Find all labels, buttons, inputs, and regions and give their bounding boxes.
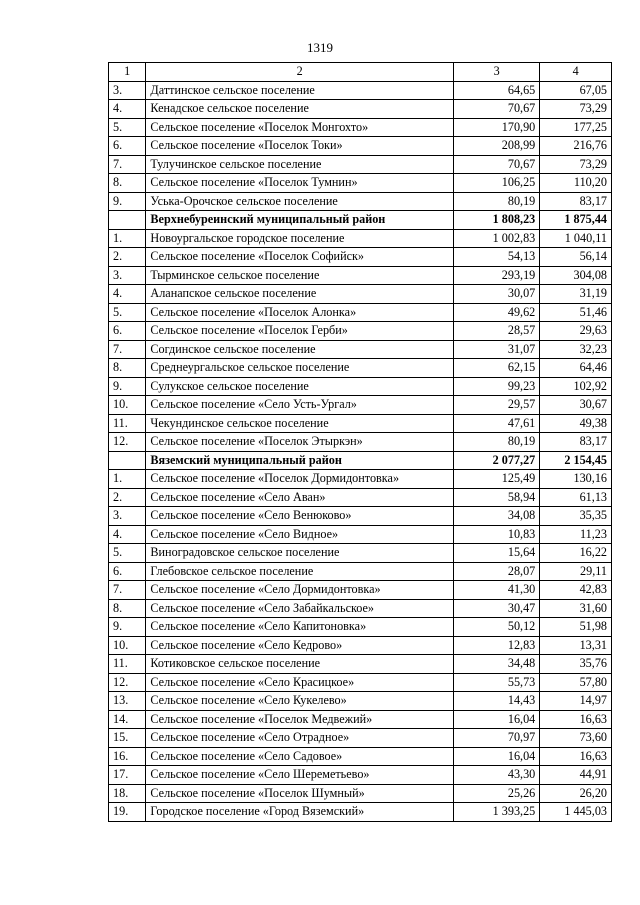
value-col-3: 55,73	[454, 673, 540, 692]
header-col-4: 4	[540, 63, 612, 82]
value-col-3: 125,49	[454, 470, 540, 489]
value-col-3: 58,94	[454, 488, 540, 507]
value-col-4: 35,35	[540, 507, 612, 526]
settlement-name: Уська-Орочское сельское поселение	[146, 192, 454, 211]
settlement-name: Кенадское сельское поселение	[146, 100, 454, 119]
settlement-name: Даттинское сельское поселение	[146, 81, 454, 100]
table-row	[109, 396, 612, 415]
settlement-name: Сельское поселение «Село Отрадное»	[146, 729, 454, 748]
header-col-3: 3	[454, 63, 540, 82]
value-col-3: 2 077,27	[454, 451, 540, 470]
value-col-4: 304,08	[540, 266, 612, 285]
value-col-4: 102,92	[540, 377, 612, 396]
table-row	[109, 636, 612, 655]
table-row	[109, 118, 612, 137]
table-row	[109, 414, 612, 433]
value-col-4: 73,29	[540, 155, 612, 174]
value-col-4: 1 875,44	[540, 211, 612, 230]
value-col-4: 57,80	[540, 673, 612, 692]
value-col-4: 56,14	[540, 248, 612, 267]
settlement-name: Аланапское сельское поселение	[146, 285, 454, 304]
settlement-name: Сельское поселение «Село Усть-Ургал»	[146, 396, 454, 415]
value-col-4: 51,98	[540, 618, 612, 637]
settlement-name: Сельское поселение «Село Видное»	[146, 525, 454, 544]
table-row	[109, 100, 612, 119]
value-col-4: 61,13	[540, 488, 612, 507]
row-number: 14.	[109, 710, 146, 729]
value-col-4: 31,19	[540, 285, 612, 304]
value-col-3: 31,07	[454, 340, 540, 359]
table-header-row	[109, 63, 612, 82]
row-number: 9.	[109, 192, 146, 211]
value-col-3: 293,19	[454, 266, 540, 285]
table-row	[109, 544, 612, 563]
value-col-4: 67,05	[540, 81, 612, 100]
settlement-name: Сельское поселение «Село Кедрово»	[146, 636, 454, 655]
value-col-3: 64,65	[454, 81, 540, 100]
row-number: 16.	[109, 747, 146, 766]
page-number: 1319	[307, 40, 333, 55]
table-row	[109, 359, 612, 378]
settlement-name: Сельское поселение «Село Красицкое»	[146, 673, 454, 692]
value-col-3: 41,30	[454, 581, 540, 600]
value-col-4: 1 445,03	[540, 803, 612, 822]
value-col-4: 2 154,45	[540, 451, 612, 470]
value-col-4: 73,60	[540, 729, 612, 748]
value-col-3: 14,43	[454, 692, 540, 711]
table-row	[109, 266, 612, 285]
value-col-4: 26,20	[540, 784, 612, 803]
value-col-3: 1 002,83	[454, 229, 540, 248]
table-row	[109, 322, 612, 341]
value-col-3: 62,15	[454, 359, 540, 378]
row-number: 5.	[109, 544, 146, 563]
value-col-3: 106,25	[454, 174, 540, 193]
row-number: 13.	[109, 692, 146, 711]
value-col-4: 42,83	[540, 581, 612, 600]
table-row	[109, 488, 612, 507]
row-number: 3.	[109, 266, 146, 285]
row-number: 2.	[109, 248, 146, 267]
table-row	[109, 655, 612, 674]
row-number	[109, 211, 146, 230]
settlements-table	[108, 62, 612, 822]
row-number: 2.	[109, 488, 146, 507]
value-col-3: 29,57	[454, 396, 540, 415]
settlement-name: Сулукское сельское поселение	[146, 377, 454, 396]
table-row	[109, 618, 612, 637]
settlement-name: Сельское поселение «Поселок Медвежий»	[146, 710, 454, 729]
table-row	[109, 192, 612, 211]
row-number: 5.	[109, 303, 146, 322]
row-number: 10.	[109, 396, 146, 415]
value-col-4: 110,20	[540, 174, 612, 193]
value-col-4: 13,31	[540, 636, 612, 655]
value-col-3: 70,97	[454, 729, 540, 748]
table-row	[109, 303, 612, 322]
table-row	[109, 470, 612, 489]
settlement-name: Вяземский муниципальный район	[146, 451, 454, 470]
row-number: 1.	[109, 229, 146, 248]
row-number: 8.	[109, 599, 146, 618]
settlement-name: Среднеургальское сельское поселение	[146, 359, 454, 378]
table-row	[109, 229, 612, 248]
value-col-4: 83,17	[540, 192, 612, 211]
value-col-4: 51,46	[540, 303, 612, 322]
table-row	[109, 377, 612, 396]
district-total-row	[109, 451, 612, 470]
row-number: 11.	[109, 414, 146, 433]
row-number: 8.	[109, 359, 146, 378]
settlement-name: Сельское поселение «Село Шереметьево»	[146, 766, 454, 785]
table-row	[109, 137, 612, 156]
value-col-4: 49,38	[540, 414, 612, 433]
table-row	[109, 729, 612, 748]
value-col-4: 32,23	[540, 340, 612, 359]
value-col-4: 29,63	[540, 322, 612, 341]
value-col-3: 10,83	[454, 525, 540, 544]
table-row	[109, 710, 612, 729]
settlement-name: Сельское поселение «Село Капитоновка»	[146, 618, 454, 637]
value-col-3: 25,26	[454, 784, 540, 803]
value-col-4: 16,63	[540, 747, 612, 766]
value-col-4: 73,29	[540, 100, 612, 119]
row-number: 9.	[109, 377, 146, 396]
settlement-name: Сельское поселение «Поселок Этыркэн»	[146, 433, 454, 452]
table-row	[109, 285, 612, 304]
value-col-3: 1 393,25	[454, 803, 540, 822]
value-col-3: 30,07	[454, 285, 540, 304]
row-number: 6.	[109, 322, 146, 341]
value-col-3: 47,61	[454, 414, 540, 433]
table-row	[109, 673, 612, 692]
value-col-4: 130,16	[540, 470, 612, 489]
value-col-3: 28,07	[454, 562, 540, 581]
settlement-name: Сельское поселение «Поселок Монгохто»	[146, 118, 454, 137]
row-number: 3.	[109, 81, 146, 100]
row-number: 6.	[109, 562, 146, 581]
settlement-name: Сельское поселение «Поселок Тумнин»	[146, 174, 454, 193]
settlement-name: Согдинское сельское поселение	[146, 340, 454, 359]
value-col-3: 70,67	[454, 100, 540, 119]
settlement-name: Чекундинское сельское поселение	[146, 414, 454, 433]
row-number: 17.	[109, 766, 146, 785]
table-body	[109, 63, 612, 822]
value-col-4: 11,23	[540, 525, 612, 544]
settlement-name: Сельское поселение «Село Дормидонтовка»	[146, 581, 454, 600]
settlement-name: Виноградовское сельское поселение	[146, 544, 454, 563]
table-row	[109, 507, 612, 526]
value-col-4: 216,76	[540, 137, 612, 156]
value-col-3: 30,47	[454, 599, 540, 618]
value-col-3: 54,13	[454, 248, 540, 267]
value-col-3: 12,83	[454, 636, 540, 655]
value-col-3: 170,90	[454, 118, 540, 137]
table-row	[109, 784, 612, 803]
row-number: 4.	[109, 525, 146, 544]
table-row	[109, 155, 612, 174]
value-col-4: 1 040,11	[540, 229, 612, 248]
table-row	[109, 766, 612, 785]
settlement-name: Тырминское сельское поселение	[146, 266, 454, 285]
settlement-name: Сельское поселение «Село Садовое»	[146, 747, 454, 766]
value-col-3: 28,57	[454, 322, 540, 341]
row-number: 4.	[109, 100, 146, 119]
settlement-name: Сельское поселение «Село Венюково»	[146, 507, 454, 526]
row-number: 9.	[109, 618, 146, 637]
row-number: 3.	[109, 507, 146, 526]
row-number: 8.	[109, 174, 146, 193]
value-col-4: 16,63	[540, 710, 612, 729]
value-col-3: 80,19	[454, 192, 540, 211]
value-col-4: 16,22	[540, 544, 612, 563]
value-col-4: 31,60	[540, 599, 612, 618]
header-col-1: 1	[109, 63, 146, 82]
settlement-name: Сельское поселение «Поселок Токи»	[146, 137, 454, 156]
settlement-name: Городское поселение «Город Вяземский»	[146, 803, 454, 822]
table-row	[109, 692, 612, 711]
table-row	[109, 747, 612, 766]
value-col-3: 15,64	[454, 544, 540, 563]
table-row	[109, 81, 612, 100]
row-number	[109, 451, 146, 470]
table-row	[109, 803, 612, 822]
value-col-3: 16,04	[454, 747, 540, 766]
settlement-name: Сельское поселение «Поселок Шумный»	[146, 784, 454, 803]
settlement-name: Сельское поселение «Поселок Герби»	[146, 322, 454, 341]
settlement-name: Сельское поселение «Поселок Софийск»	[146, 248, 454, 267]
row-number: 12.	[109, 673, 146, 692]
value-col-4: 30,67	[540, 396, 612, 415]
row-number: 7.	[109, 340, 146, 359]
value-col-4: 14,97	[540, 692, 612, 711]
settlement-name: Тулучинское сельское поселение	[146, 155, 454, 174]
value-col-3: 43,30	[454, 766, 540, 785]
table-row	[109, 599, 612, 618]
value-col-3: 70,67	[454, 155, 540, 174]
row-number: 1.	[109, 470, 146, 489]
value-col-3: 34,08	[454, 507, 540, 526]
row-number: 7.	[109, 581, 146, 600]
row-number: 12.	[109, 433, 146, 452]
table-row	[109, 562, 612, 581]
table-row	[109, 525, 612, 544]
settlement-name: Сельское поселение «Село Аван»	[146, 488, 454, 507]
settlement-name: Глебовское сельское поселение	[146, 562, 454, 581]
value-col-4: 177,25	[540, 118, 612, 137]
row-number: 15.	[109, 729, 146, 748]
table-row	[109, 433, 612, 452]
value-col-4: 83,17	[540, 433, 612, 452]
value-col-4: 35,76	[540, 655, 612, 674]
value-col-3: 16,04	[454, 710, 540, 729]
value-col-4: 44,91	[540, 766, 612, 785]
row-number: 11.	[109, 655, 146, 674]
value-col-3: 99,23	[454, 377, 540, 396]
settlement-name: Сельское поселение «Село Забайкальское»	[146, 599, 454, 618]
row-number: 10.	[109, 636, 146, 655]
value-col-3: 50,12	[454, 618, 540, 637]
row-number: 18.	[109, 784, 146, 803]
settlement-name: Сельское поселение «Поселок Алонка»	[146, 303, 454, 322]
settlement-name: Котиковское сельское поселение	[146, 655, 454, 674]
table-row	[109, 340, 612, 359]
value-col-3: 80,19	[454, 433, 540, 452]
table-row	[109, 581, 612, 600]
table-row	[109, 248, 612, 267]
header-col-2: 2	[146, 63, 454, 82]
table-row	[109, 174, 612, 193]
settlement-name: Сельское поселение «Село Кукелево»	[146, 692, 454, 711]
settlement-name: Верхнебуреинский муниципальный район	[146, 211, 454, 230]
district-total-row	[109, 211, 612, 230]
value-col-3: 1 808,23	[454, 211, 540, 230]
value-col-3: 34,48	[454, 655, 540, 674]
row-number: 6.	[109, 137, 146, 156]
row-number: 7.	[109, 155, 146, 174]
row-number: 19.	[109, 803, 146, 822]
row-number: 4.	[109, 285, 146, 304]
row-number: 5.	[109, 118, 146, 137]
value-col-4: 29,11	[540, 562, 612, 581]
settlement-name: Новоургальское городское поселение	[146, 229, 454, 248]
value-col-3: 208,99	[454, 137, 540, 156]
settlement-name: Сельское поселение «Поселок Дормидонтовка»	[146, 470, 454, 489]
value-col-4: 64,46	[540, 359, 612, 378]
value-col-3: 49,62	[454, 303, 540, 322]
